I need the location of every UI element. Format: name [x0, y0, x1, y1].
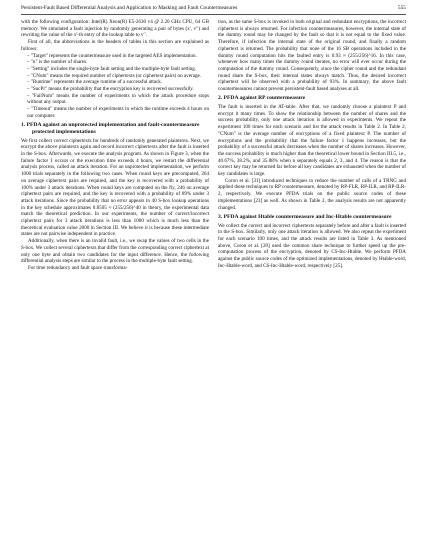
list-item: – "Target" represents the countermeasure used in the targeted AES implementation. [27, 52, 197, 59]
paragraph: The fault is inserted in the AT-table. After that, we randomly choose a plaintext P and encrypt it many times. To show the relationship between the number of shares and the success probability, only one attack iteration is allowed in experiments. We repeat the experiment 100 times for each scenario and list the attack results in Table 2. In Table 2, "CNum" is the average number of encryptions of a fixed plaintext P. The number of encryptions and the probability that the failure factor 1 happens increases, but the probability of a successful attack decreases when the number of shares increases. However, the success probability is much higher than the theoretical lower bound in Section III.5, i.e., 40.67%, 38.2%, and 35.88% when n separately equals 2, 3, and 4. The reason is that the correct key may be returned far before all key candidates are exhausted when the number of key candidates is large. [218, 104, 406, 178]
paragraph: First of all, the abbreviations in the headers of tables in this section are explained as follows: [21, 39, 209, 52]
page-number: 555 [397, 5, 406, 11]
section-heading: 3. PFDA against Htable countermeasure and Inc-Htable countermeasure [218, 213, 392, 220]
list-item: – "Runtime" represents the average runtime of a successful attack. [27, 79, 163, 86]
section-heading: 2. PFDA against RP countermeasure [218, 95, 306, 102]
left-column [21, 19, 209, 272]
paragraph: with the following configuration: Intel(R) Xeon(R) E5-2630 v4 @ 2.20 GHz CPU, 64 GB memory. We simulated a fault injection by randomly generating a pair of bytes (x′, v′′) and rewriting the value of the x′-th entry of the lookup table to v′′. [21, 19, 209, 39]
running-title: Persistent-Fault Based Differential Analysis and Application to Masking and Fault Countermeasures [21, 5, 238, 11]
section-heading: 1. PFDA against an unprotected implementation and fault-countermeasure protected implementations [21, 122, 200, 135]
list-item: – "CNum" means the required number of ciphertexts (or ciphertext pairs) on average. [27, 72, 202, 79]
paragraph: We collect the correct and incorrect ciphertexts separately before and after a fault is inserted in the S-box. Similarly, only one attack iteration is allowed. We also repeat the experiment for each scenario 100 times, and the attack results are listed in Table 3. As mentioned above, Coron et al. [20] used the common share technique to further speed up the pre-computation process of the encryption, denoted by CS-Inc-Htable. We perform PFDA against the public source codes of the optimized implementations, denoted by Htable-word, Inc-Htable-word, and CS-Inc-Htable-word, respectively [25]. [218, 222, 406, 269]
paragraph: Additionally, when there is an invalid fault, i.e., we swap the values of two cells in the S-box. We collect several ciphertexts that differ from the corresponding correct ciphertext at only one byte and obtain two candidates for the input difference. Hence, the following differential analysis steps are similar to the process in the multiple-byte fault setting. [21, 238, 209, 265]
list-item: – "SucPr" means the probability that the encryption key is recovered successfully. [27, 86, 194, 93]
list-item: – "Setting" includes the single-byte fault setting and the multiple-byte fault setting. [27, 65, 197, 72]
running-head [21, 5, 406, 15]
right-column [218, 19, 406, 272]
paragraph: tion, as the same S-box is invoked in both original and redundant encryptions, the incorrect ciphertext is always returned. For infection countermeasures, however, the internal state of the dummy round may be changed by the fault so that it is not equal to the fixed value. Therefore, if infection the internal state of the original round, and finally a random ciphertext is returned. The probability that none of the 16 SB operations included in the dummy round computation hits the faulted entry is 0.93 ≈ (255/256)^16. In this case, whenever how many times the dummy round iterates, no error will ever occur during the computation of the dummy round. Consequently, since the cipher round and the redundant round share the S-box, their internal states always match. Thus, the desired incorrect ciphertext will be observed with a probability of 93%. In summary, the above fault countermeasures cannot prevent persistent-fault based analyses at all. [218, 19, 406, 93]
paragraph: We first collect correct ciphertexts for hundreds of randomly generated plaintexts. Next, we encrypt the above plaintexts again and record incorrect ciphertexts after the fault is inserted in the S-box. Afterwards, we execute the analysis program. As shown in Figure 3, when the failure factor 1 occurs or the execution time exceeds 4 hours, we restart the differential analysis process, called an attack iteration. For an unprotected implementation, we perform 1000 trials separately in the following two cases. When round keys are precomputed, 264 on average ciphertext pairs are required, and the key is recovered with a probability of 100% under 3 attack iterations. When round keys are computed on the fly, 246 on average ciphertext pairs are required, and the key is recovered with a probability of 89% under 3 attack iterations. Since the probability that no error appears in 40 S-box lookup operations in the key schedule approximates 0.8505 ≈ (255/256)^40 in theory, the experimental data match the theoretical prediction. In our experiments, the number of correct/incorrect ciphertext pairs for 3 attack iterations is less than 1000 which is much less than the theoretical evaluation value 2000 in Section III. We believe it is because these intermediate states are not pairwise independent in practice. [21, 137, 209, 238]
list-item: – "Timeout" means the number of experiments in which the runtime exceeds 4 hours on our computer. [27, 106, 209, 119]
paragraph: Coron et al. [31] introduced techniques to reduce the number of calls of a TRNG and applied these techniques to RP countermeasure, denoted by RP-FLR, RP-ILR, and RP-ILR-2, respectively. We execute PFDA trials on the public source codes of these implementations [23] as well. As shown in Table 2, the analysis results are not apparently changed. [218, 177, 406, 211]
paragraph: For time redundancy and fault space transforma- [28, 265, 128, 271]
list-item: – "FailNum" means the number of experiments in which the attack procedure stops without any output. [27, 92, 209, 106]
two-column-body [21, 19, 406, 272]
list-item: – "n" is the number of shares. [27, 59, 88, 66]
